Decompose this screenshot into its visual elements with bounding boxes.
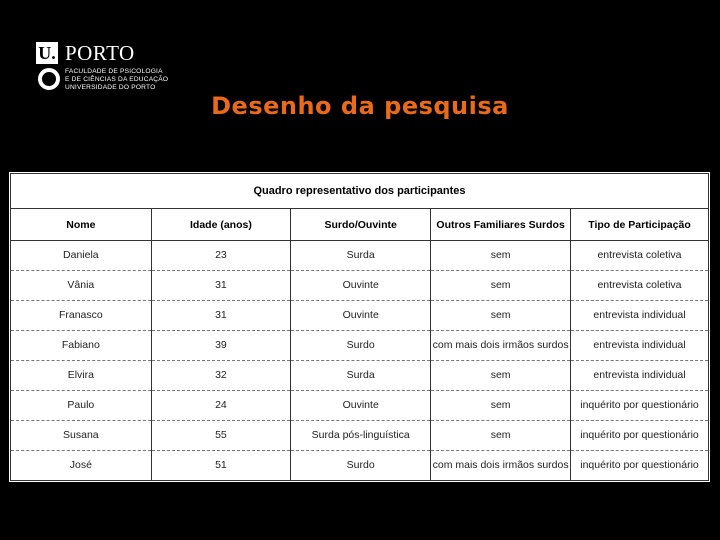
cell-nome: Vânia bbox=[11, 271, 152, 301]
logo-faculty-text bbox=[65, 68, 168, 92]
cell-participacao: inquérito por questionário bbox=[571, 421, 709, 451]
cell-idade: 55 bbox=[151, 421, 291, 451]
logo-ring-icon bbox=[38, 68, 60, 90]
logo-faculty-line: FACULDADE DE PSICOLOGIA bbox=[65, 68, 163, 75]
logo-name: PORTO bbox=[65, 41, 135, 65]
cell-participacao: entrevista individual bbox=[571, 301, 709, 331]
table-row bbox=[11, 421, 709, 451]
cell-familiares: sem bbox=[431, 271, 571, 301]
cell-nome: Franasco bbox=[11, 301, 152, 331]
table-row bbox=[11, 301, 709, 331]
cell-surdo-ouvinte: Ouvinte bbox=[291, 271, 431, 301]
cell-familiares: sem bbox=[431, 241, 571, 271]
header-familiares: Outros Familiares Surdos bbox=[431, 209, 571, 241]
table-row bbox=[11, 391, 709, 421]
cell-participacao: entrevista coletiva bbox=[571, 271, 709, 301]
cell-participacao: entrevista coletiva bbox=[571, 241, 709, 271]
table-row bbox=[11, 361, 709, 391]
cell-idade: 23 bbox=[151, 241, 291, 271]
table-row bbox=[11, 451, 709, 481]
table-header-row bbox=[11, 209, 709, 241]
cell-surdo-ouvinte: Ouvinte bbox=[291, 301, 431, 331]
cell-nome: Elvira bbox=[11, 361, 152, 391]
cell-familiares: sem bbox=[431, 421, 571, 451]
cell-nome: José bbox=[11, 451, 152, 481]
cell-participacao: entrevista individual bbox=[571, 331, 709, 361]
table-row bbox=[11, 241, 709, 271]
header-idade: Idade (anos) bbox=[151, 209, 291, 241]
cell-nome: Susana bbox=[11, 421, 152, 451]
table-row bbox=[11, 331, 709, 361]
cell-nome: Daniela bbox=[11, 241, 152, 271]
header-nome: Nome bbox=[11, 209, 152, 241]
logo-faculty-line: UNIVERSIDADE DO PORTO bbox=[65, 84, 156, 91]
participants-table-panel bbox=[9, 172, 710, 482]
cell-nome: Paulo bbox=[11, 391, 152, 421]
cell-familiares: sem bbox=[431, 361, 571, 391]
participants-table bbox=[10, 173, 709, 481]
cell-familiares: sem bbox=[431, 391, 571, 421]
cell-nome: Fabiano bbox=[11, 331, 152, 361]
header-surdo-ouvinte: Surdo/Ouvinte bbox=[291, 209, 431, 241]
cell-idade: 39 bbox=[151, 331, 291, 361]
cell-familiares: sem bbox=[431, 301, 571, 331]
university-logo bbox=[36, 42, 176, 94]
header-participacao: Tipo de Participação bbox=[571, 209, 709, 241]
cell-surdo-ouvinte: Surda bbox=[291, 241, 431, 271]
slide-title: Desenho da pesquisa bbox=[211, 92, 509, 120]
cell-surdo-ouvinte: Surdo bbox=[291, 451, 431, 481]
cell-idade: 24 bbox=[151, 391, 291, 421]
table-caption: Quadro representativo dos participantes bbox=[10, 173, 709, 208]
cell-participacao: inquérito por questionário bbox=[571, 391, 709, 421]
cell-familiares: com mais dois irmãos surdos bbox=[431, 451, 571, 481]
cell-surdo-ouvinte: Surda pós-linguística bbox=[291, 421, 431, 451]
logo-u-mark: U. bbox=[36, 42, 58, 64]
cell-surdo-ouvinte: Surda bbox=[291, 361, 431, 391]
cell-familiares: com mais dois irmãos surdos bbox=[431, 331, 571, 361]
cell-surdo-ouvinte: Ouvinte bbox=[291, 391, 431, 421]
cell-idade: 31 bbox=[151, 301, 291, 331]
cell-idade: 32 bbox=[151, 361, 291, 391]
table-row bbox=[11, 271, 709, 301]
logo-faculty-line: E DE CIÊNCIAS DA EDUCAÇÃO bbox=[65, 76, 169, 83]
cell-idade: 31 bbox=[151, 271, 291, 301]
cell-surdo-ouvinte: Surdo bbox=[291, 331, 431, 361]
cell-participacao: entrevista individual bbox=[571, 361, 709, 391]
cell-participacao: inquérito por questionário bbox=[571, 451, 709, 481]
cell-idade: 51 bbox=[151, 451, 291, 481]
